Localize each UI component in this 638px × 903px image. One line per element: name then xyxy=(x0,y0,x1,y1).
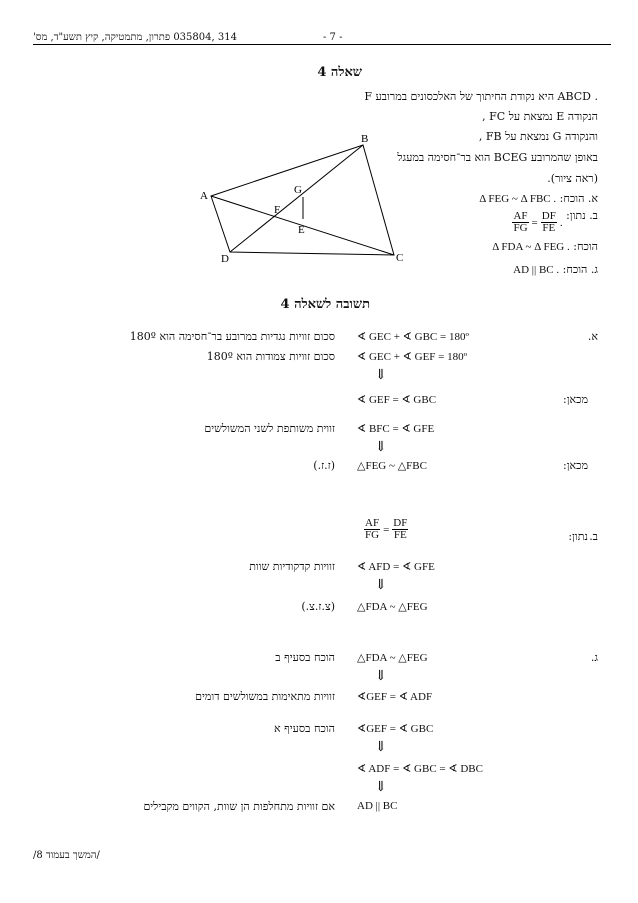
proof-reason-b2: (צ.ז.צ.) xyxy=(301,600,335,613)
proof-step-a4: ∢ BFC = ∢ GFE xyxy=(357,423,435,435)
question-part-c xyxy=(513,263,598,276)
proof-step-c5: AD || BC xyxy=(357,800,398,812)
answer-part-b-given-prefix: נתון: xyxy=(568,530,588,543)
period: . xyxy=(559,216,563,229)
header-rule xyxy=(33,44,611,45)
frac-num: AF xyxy=(513,210,528,222)
answer-part-c-label: ג. xyxy=(590,651,598,664)
frac-num: AF xyxy=(365,517,380,529)
proof-step-c3: ∢GEF = ∢ GBC xyxy=(357,723,434,735)
proof-prefix-a5: מכאן: xyxy=(562,459,588,472)
part-label: א. xyxy=(587,192,598,205)
part-label: ב. xyxy=(589,209,598,222)
proof-reason-c5: אם זוויות מתחלפות הן שוות, הקווים מקבילים xyxy=(143,800,335,813)
answer-title: תשובה לשאלה 4 xyxy=(280,297,370,312)
proof-step-c1: △FDA ~ △FEG xyxy=(357,652,428,664)
part-prefix: הוכח: xyxy=(559,192,585,205)
part-prefix: הוכח: xyxy=(573,240,598,253)
proof-reason-c2: זוויות מתאימות במשולשים דומים xyxy=(195,690,335,703)
question-title: שאלה 4 xyxy=(317,65,362,80)
page-number: - 7 - xyxy=(323,32,343,43)
frac-den: FE xyxy=(393,529,407,541)
proof-reason-c3: הוכח בסעיף א xyxy=(274,722,335,735)
question-line-4: באופן שהמרובע BCEG הוא בר־חסימה במעגל xyxy=(397,151,598,164)
point-label-b: B xyxy=(361,133,369,145)
point-label-f: F xyxy=(274,204,281,216)
question-part-a xyxy=(479,192,598,205)
implies-arrow: ⇓ xyxy=(375,668,387,684)
part-label: ג. xyxy=(590,263,598,276)
proof-step-c4: ∢ ADF = ∢ GBC = ∢ DBC xyxy=(357,763,483,775)
frac-num: DF xyxy=(541,210,556,222)
diagonal-bd xyxy=(230,145,363,252)
proof-reason-a5: (ז.ז.) xyxy=(313,459,335,472)
header-left-text: 314 ,035804 פתרון, מתמטיקה, קיץ תשע"ד, מס' xyxy=(33,32,237,43)
proof-reason-c1: הוכח בסעיף ב xyxy=(275,651,335,664)
point-label-c: C xyxy=(396,252,404,264)
proof-step-b1: ∢ AFD = ∢ GFE xyxy=(357,561,435,573)
proof-reason-a2: סכום זוויות צמודות הוא 180º xyxy=(206,350,335,363)
proof-step-a3: ∢ GEF = ∢ GBC xyxy=(357,394,437,406)
implies-arrow: ⇓ xyxy=(375,779,387,795)
frac-num: DF xyxy=(393,517,408,529)
question-line-2: הנקודה E נמצאת על FC , xyxy=(482,110,598,123)
frac-den: FE xyxy=(542,222,556,234)
given-ratio xyxy=(512,211,562,234)
proof-prefix-a3: מכאן: xyxy=(562,393,588,406)
part-prefix: הוכח: xyxy=(562,263,588,276)
answer-b-given-ratio xyxy=(364,518,408,541)
implies-arrow: ⇓ xyxy=(375,739,387,755)
question-line-1: F היא נקודת החיתוך של האלכסונים במרובע ABCD . xyxy=(364,90,598,103)
quadrilateral-diagram xyxy=(180,130,440,270)
implies-arrow: ⇓ xyxy=(375,439,387,455)
point-label-e: E xyxy=(298,224,305,236)
part-prefix: נתון: xyxy=(566,209,586,222)
frac-den: FG xyxy=(513,222,528,234)
part-math: Δ FEG ~ Δ FBC . xyxy=(479,193,557,205)
question-part-b-prove xyxy=(492,240,598,253)
implies-arrow: ⇓ xyxy=(375,577,387,593)
proof-reason-a1: סכום זוויות נגדיות במרובע בר־חסימה הוא 180º xyxy=(129,330,335,343)
equals-sign: = xyxy=(383,523,390,536)
proof-step-a2: ∢ GEC + ∢ GEF = 180º xyxy=(357,351,468,363)
point-label-g: G xyxy=(294,184,302,196)
continued-note: /המשך בעמוד 8/ xyxy=(33,850,100,861)
part-math: AD || BC . xyxy=(513,264,560,276)
proof-step-a5: △FEG ~ △FBC xyxy=(357,460,427,472)
part-math: Δ FDA ~ Δ FEG . xyxy=(492,241,570,253)
proof-step-b2: △FDA ~ △FEG xyxy=(357,601,428,613)
point-label-a: A xyxy=(200,190,208,202)
equals-sign: = xyxy=(531,216,538,229)
question-line-5: (ראה ציור). xyxy=(547,172,598,185)
answer-part-a-label: א. xyxy=(587,330,598,343)
proof-step-c2: ∢GEF = ∢ ADF xyxy=(357,691,433,703)
question-part-b-given xyxy=(512,209,598,234)
proof-reason-a4: זווית משותפת לשני המשולשים xyxy=(204,422,335,435)
answer-part-b-label: ב. xyxy=(589,530,598,543)
proof-reason-b1: זוויות קדקודיות שוות xyxy=(249,560,335,573)
frac-den: FG xyxy=(365,529,380,541)
proof-step-a1: ∢ GEC + ∢ GBC = 180º xyxy=(357,331,469,343)
point-label-d: D xyxy=(221,253,229,265)
implies-arrow: ⇓ xyxy=(375,367,387,383)
question-line-3: והנקודה G נמצאת על FB , xyxy=(478,130,598,143)
